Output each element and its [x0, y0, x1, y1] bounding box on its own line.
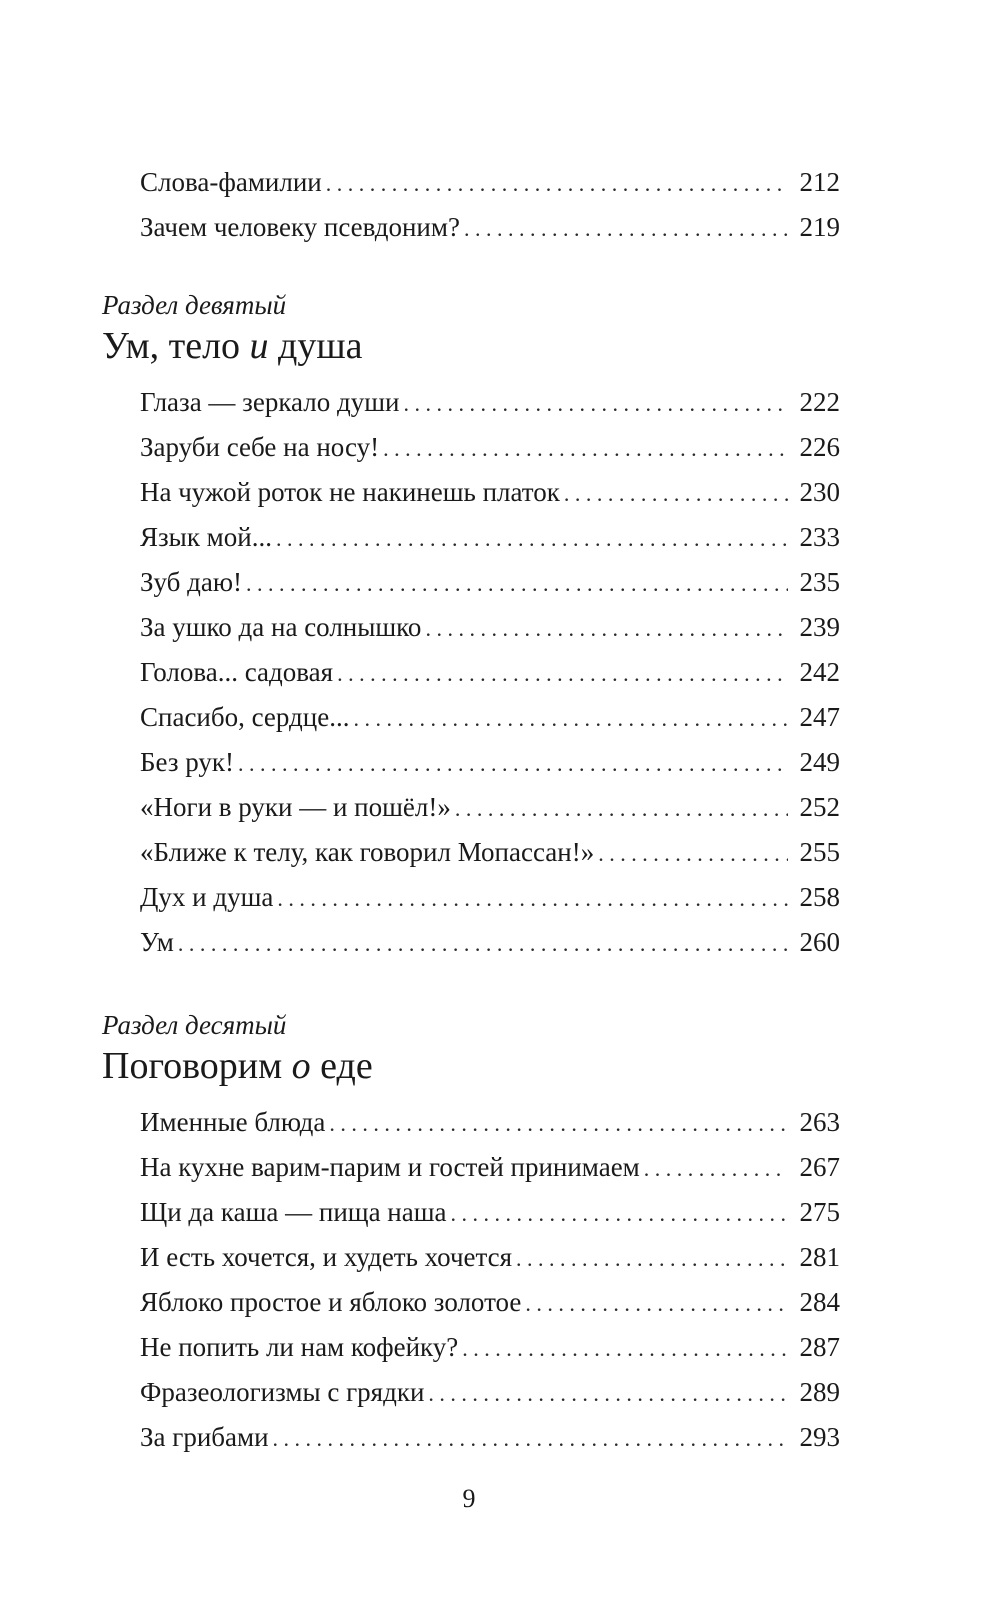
toc-entry-title: Без рук!	[140, 747, 234, 777]
toc-entry-title: «Ноги в руки — и пошёл!»	[140, 792, 451, 822]
toc-entry-page: 281	[799, 1242, 840, 1272]
toc-entry	[140, 920, 840, 965]
dot-leader	[383, 426, 788, 471]
toc-entry	[140, 650, 840, 695]
dot-leader	[273, 1416, 788, 1461]
dot-leader	[246, 561, 788, 606]
toc-entry	[140, 560, 840, 605]
section-9-title-end: душа	[268, 325, 363, 367]
toc-entry-title: «Ближе к телу, как говорил Мопассан!»	[140, 837, 595, 867]
toc-entry	[140, 875, 840, 920]
toc-entry-title: Дух и душа	[140, 882, 274, 912]
dot-leader	[238, 741, 788, 786]
toc-entry-page: 287	[799, 1332, 840, 1362]
dot-leader	[598, 831, 788, 876]
toc-entry-page: 222	[799, 387, 840, 417]
section-10-title-start: Поговорим	[102, 1045, 292, 1087]
toc-entry-page: 239	[799, 612, 840, 642]
toc-entry-page: 219	[799, 212, 840, 242]
toc-entry-page: 267	[799, 1152, 840, 1182]
dot-leader	[428, 1371, 788, 1416]
dot-leader	[525, 1281, 788, 1326]
toc-entry-title: Щи да каша — пища наша	[140, 1197, 447, 1227]
dot-leader	[178, 921, 788, 966]
toc-entry	[140, 1190, 840, 1235]
toc-entry-page: 249	[799, 747, 840, 777]
toc-entry-page: 284	[799, 1287, 840, 1317]
toc-entry-title: Зуб даю!	[140, 567, 243, 597]
section-10-title-end: еде	[310, 1045, 373, 1087]
toc-entry-page: 247	[799, 702, 840, 732]
dot-leader	[326, 161, 788, 206]
section-9-title-conj: и	[249, 325, 269, 367]
toc-entry-page: 242	[799, 657, 840, 687]
toc-entry-title: Глаза — зеркало души	[140, 387, 400, 417]
toc-entry	[140, 830, 840, 875]
section-10-label: Раздел десятый	[102, 1010, 287, 1040]
toc-entry-title: Спасибо, сердце...	[140, 702, 350, 732]
toc-entry-title: Язык мой...	[140, 522, 272, 552]
toc-entry-page: 293	[799, 1422, 840, 1452]
dot-leader	[337, 651, 788, 696]
toc-entry-title: Фразеологизмы с грядки	[140, 1377, 425, 1407]
toc-entry	[140, 380, 840, 425]
toc-entry	[140, 425, 840, 470]
section-9-entries	[140, 380, 840, 965]
toc-entry	[140, 1280, 840, 1325]
toc-entry	[140, 1145, 840, 1190]
toc-entry	[140, 205, 840, 250]
toc-entry	[140, 1235, 840, 1280]
toc-entry-page: 289	[799, 1377, 840, 1407]
dot-leader	[462, 1326, 788, 1371]
toc-entry-page: 263	[799, 1107, 840, 1137]
toc-entry-page: 212	[799, 167, 840, 197]
toc-entry	[140, 605, 840, 650]
toc-entry-title: На кухне варим-парим и гостей принимаем	[140, 1152, 640, 1182]
toc-entry-title: Яблоко простое и яблоко золотое	[140, 1287, 522, 1317]
toc-entry-title: Не попить ли нам кофейку?	[140, 1332, 459, 1362]
section-10-title-conj: о	[291, 1045, 311, 1087]
toc-entry	[140, 515, 840, 560]
toc-entry	[140, 160, 840, 205]
toc-entry-page: 275	[799, 1197, 840, 1227]
toc-entry	[140, 785, 840, 830]
toc-entry-page: 233	[799, 522, 840, 552]
dot-leader	[425, 606, 788, 651]
section-10-entries	[140, 1100, 840, 1460]
dot-leader	[353, 696, 788, 741]
toc-entry	[140, 740, 840, 785]
dot-leader	[276, 516, 788, 561]
toc-entry-page: 252	[799, 792, 840, 822]
toc-entry	[140, 1325, 840, 1370]
toc-entry-page: 258	[799, 882, 840, 912]
toc-entry-title: Голова... садовая	[140, 657, 334, 687]
dot-leader	[329, 1101, 788, 1146]
toc-entry-title: И есть хочется, и худеть хочется	[140, 1242, 513, 1272]
dot-leader	[464, 206, 788, 251]
toc-entry-page: 230	[799, 477, 840, 507]
toc-entry-page: 226	[799, 432, 840, 462]
toc-entry	[140, 695, 840, 740]
toc-entry-title: Именные блюда	[140, 1107, 326, 1137]
toc-entry-title: Ум	[140, 927, 174, 957]
section-9-label: Раздел девятый	[102, 290, 287, 320]
dot-leader	[451, 1191, 788, 1236]
dot-leader	[455, 786, 788, 831]
page-number: 9	[462, 1484, 476, 1513]
toc-entry	[140, 1370, 840, 1415]
dot-leader	[516, 1236, 788, 1281]
toc-entry-title: Заруби себе на носу!	[140, 432, 380, 462]
toc-entry-title: Зачем человеку псевдоним?	[140, 212, 460, 242]
toc-entry-title: За грибами	[140, 1422, 269, 1452]
toc-entry	[140, 1415, 840, 1460]
toc-entry-page: 255	[799, 837, 840, 867]
section-9-title	[102, 322, 862, 370]
toc-entry-title: Слова-фамилии	[140, 167, 322, 197]
toc-top-entries	[140, 160, 840, 250]
section-9-heading	[102, 288, 862, 370]
toc-entry-page: 260	[799, 927, 840, 957]
toc-entry-page: 235	[799, 567, 840, 597]
toc-entry-title: На чужой роток не накинешь платок	[140, 477, 560, 507]
dot-leader	[277, 876, 788, 921]
dot-leader	[403, 381, 788, 426]
section-9-title-start: Ум, тело	[102, 325, 250, 367]
section-10-title	[102, 1042, 862, 1090]
toc-entry	[140, 470, 840, 515]
dot-leader	[644, 1146, 788, 1191]
toc-entry-title: За ушко да на солнышко	[140, 612, 422, 642]
dot-leader	[564, 471, 788, 516]
toc-entry	[140, 1100, 840, 1145]
section-10-heading	[102, 1008, 862, 1090]
